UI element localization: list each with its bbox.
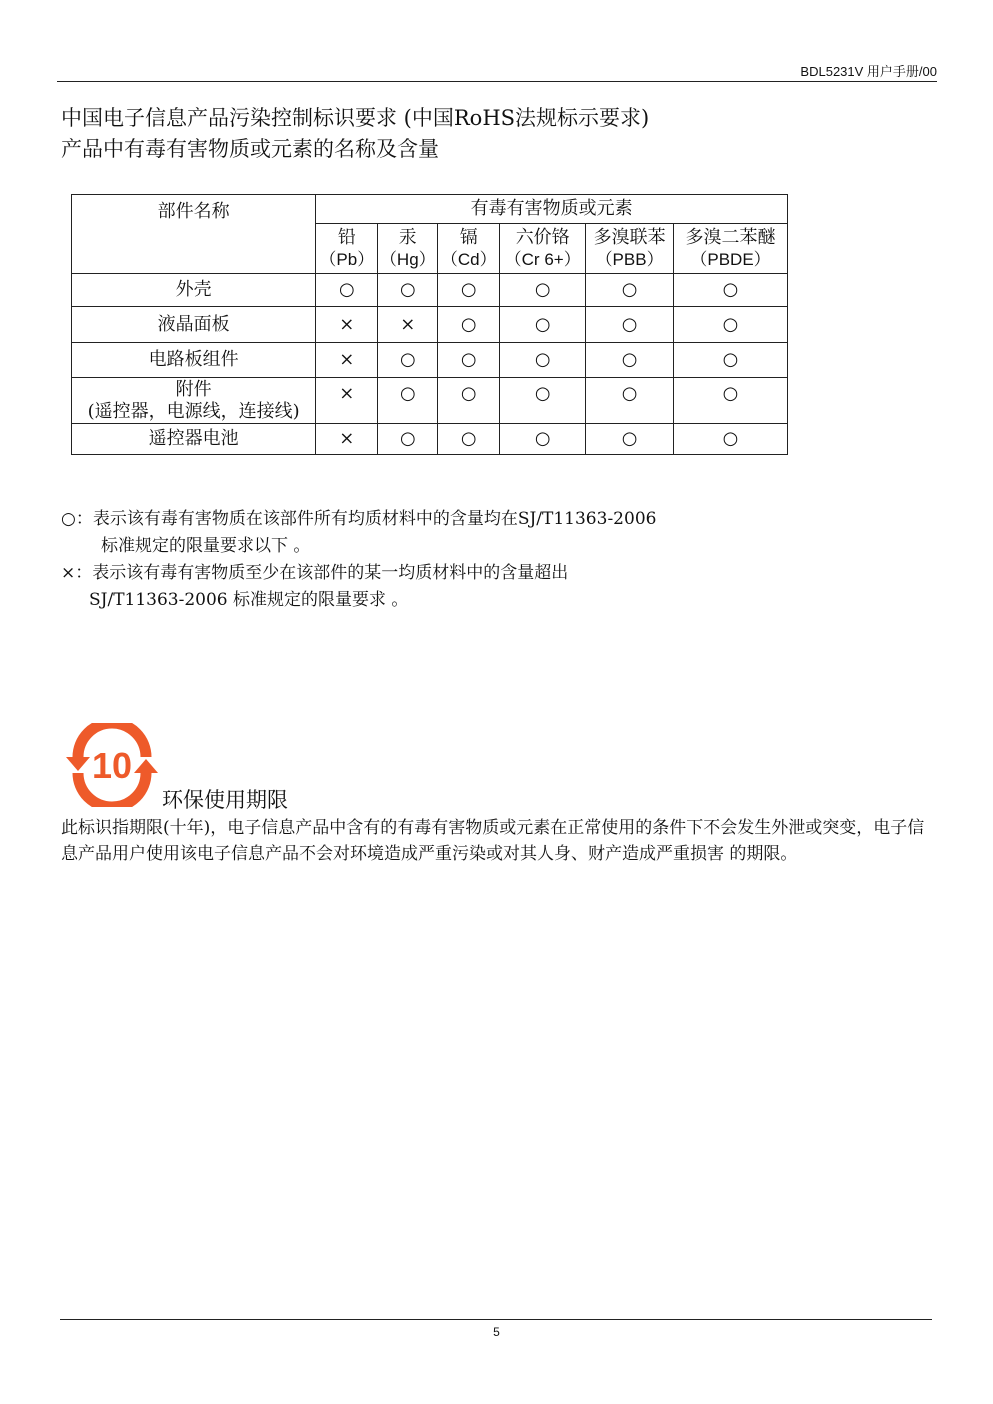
cell-mark: × — [316, 307, 378, 343]
cell-mark: ○ — [674, 307, 788, 343]
column-header-pbde: 多溴二苯醚 （PBDE） — [674, 224, 788, 274]
table-row — [72, 343, 788, 378]
column-header-lead: 铅 （Pb） — [316, 224, 378, 274]
substances-group-header: 有毒有害物质或元素 — [316, 195, 788, 224]
cell-mark: ○ — [674, 424, 788, 455]
cell-mark: ○ — [586, 424, 674, 455]
cell-mark: ○ — [378, 274, 438, 307]
cell-mark: ○ — [586, 378, 674, 424]
column-header-cadmium: 镉 （Cd） — [438, 224, 500, 274]
logo-number: 10 — [91, 745, 133, 786]
table-row — [72, 424, 788, 455]
page-number: 5 — [493, 1325, 500, 1339]
cell-mark: ○ — [674, 274, 788, 307]
cell-mark: ○ — [378, 424, 438, 455]
cell-mark: × — [316, 424, 378, 455]
row-part-name: 液晶面板 — [72, 307, 316, 343]
cell-mark: ○ — [378, 343, 438, 378]
column-header-pbb: 多溴联苯 （PBB） — [586, 224, 674, 274]
cell-mark: ○ — [500, 274, 586, 307]
legend-notes — [61, 506, 656, 614]
cross-note-line: ×：表示该有毒有害物质至少在该部件的某一均质材料中的含量超出 — [61, 563, 569, 583]
cell-mark: ○ — [500, 424, 586, 455]
cell-mark: ○ — [674, 343, 788, 378]
cell-mark: × — [316, 378, 378, 424]
cell-mark: ○ — [438, 274, 500, 307]
cell-mark: ○ — [500, 378, 586, 424]
footer-rule — [60, 1319, 932, 1320]
cell-mark: ○ — [438, 378, 500, 424]
part-name-header: 部件名称 — [72, 195, 316, 274]
column-header-chromium: 六价铬 （Cr 6+） — [500, 224, 586, 274]
row-part-name: 遥控器电池 — [72, 424, 316, 455]
cell-mark: ○ — [500, 307, 586, 343]
cell-mark: ○ — [500, 343, 586, 378]
table-row — [72, 274, 788, 307]
cell-mark: × — [378, 307, 438, 343]
row-part-name: 附件 (遥控器，电源线，连接线) — [72, 378, 316, 424]
cell-mark: ○ — [586, 274, 674, 307]
cell-mark: ○ — [586, 343, 674, 378]
table-row — [72, 378, 788, 424]
page-subtitle: 产品中有毒有害物质或元素的名称及含量 — [61, 137, 439, 161]
cross-note-line: SJ/T11363-2006 标准规定的限量要求 。 — [89, 590, 409, 610]
hazardous-substances-table — [71, 194, 788, 455]
document-header-label: BDL5231V 用户手册/00 — [800, 64, 937, 79]
cell-mark: ○ — [316, 274, 378, 307]
page-title: 中国电子信息产品污染控制标识要求 (中国RoHS法规标示要求) — [61, 106, 650, 130]
circle-note-line: ○：表示该有毒有害物质在该部件所有均质材料中的含量均在SJ/T11363-2006 — [61, 509, 657, 529]
table-row — [72, 307, 788, 343]
cell-mark: ○ — [378, 378, 438, 424]
cell-mark: ○ — [438, 343, 500, 378]
cell-mark: ○ — [586, 307, 674, 343]
column-header-mercury: 汞 （Hg） — [378, 224, 438, 274]
cell-mark: × — [316, 343, 378, 378]
cell-mark: ○ — [674, 378, 788, 424]
cell-mark: ○ — [438, 307, 500, 343]
circle-note-line: 标准规定的限量要求以下 。 — [101, 536, 311, 556]
cell-mark: ○ — [438, 424, 500, 455]
header-rule — [57, 81, 937, 82]
eco-period-description: 此标识指期限(十年)，电子信息产品中含有的有毒有害物质或元素在正常使用的条件下不会发生外泄或突变，电子信息产品用户使用该电子信息产品不会对环境造成严重污染或对其人身、财产造成严重损害 的期限。 — [61, 818, 925, 864]
row-part-name: 外壳 — [72, 274, 316, 307]
row-part-name: 电路板组件 — [72, 343, 316, 378]
eco-period-10-logo-icon — [62, 723, 162, 807]
eco-period-title: 环保使用期限 — [162, 788, 288, 812]
